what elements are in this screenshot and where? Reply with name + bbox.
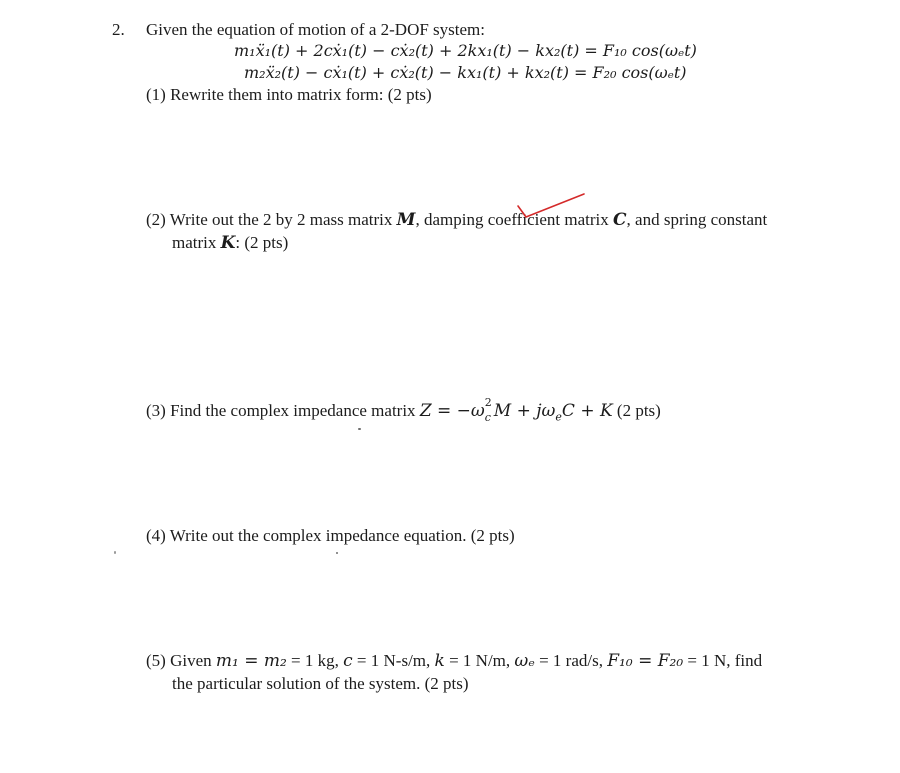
- force-equality: F₁₀ = F₂₀: [607, 651, 684, 671]
- part-4-question: (4) Write out the complex impedance equation. (2 pts): [146, 526, 515, 545]
- part-2-question-line-2: [172, 233, 288, 253]
- scan-speck: [114, 551, 116, 554]
- stiffness-symbol: k: [434, 651, 445, 671]
- problem-intro: Given the equation of motion of a 2-DOF system:: [146, 20, 486, 39]
- equation-2: m₂ẍ₂(t) − cẋ₁(t) + cẋ₂(t) − kx₁(t) + kx₂(t) = F₂₀ cos(ωₑt): [244, 63, 687, 82]
- frequency-symbol: ωₑ: [514, 651, 535, 671]
- part-5-text-a: (5) Given: [146, 651, 216, 670]
- part-5-text-kg: = 1 kg,: [286, 651, 344, 670]
- impedance-formula: [419, 396, 613, 424]
- mass-equality: m₁ = m₂: [215, 651, 287, 671]
- part-5-text-k: = 1 N/m,: [444, 651, 515, 670]
- equation-1: m₁ẍ₁(t) + 2cẋ₁(t) − cẋ₂(t) + 2kx₁(t) − kx₂(t) = F₁₀ cos(ωₑt): [234, 41, 697, 60]
- damping-matrix-symbol: C: [613, 210, 627, 230]
- part-5-question-line-1: [146, 651, 762, 671]
- part-5-text-f: = 1 N, find: [683, 651, 763, 670]
- scan-speck: [336, 552, 338, 554]
- impedance-formula-rhs: C + K: [561, 401, 613, 421]
- scan-speck: [358, 428, 361, 430]
- part-1-question: (1) Rewrite them into matrix form: (2 pts): [146, 85, 432, 104]
- part-2-text-d: , and spring constant: [626, 210, 768, 229]
- damping-symbol: c: [343, 651, 353, 671]
- problem-number: 2.: [112, 20, 125, 39]
- mass-matrix-symbol: M: [396, 210, 416, 230]
- part-3-question: [146, 396, 661, 427]
- part-5-text-c: = 1 N-s/m,: [352, 651, 435, 670]
- part-2-text-b: , damping: [415, 210, 488, 229]
- omega-subscript-e: e: [555, 410, 562, 424]
- part-2-text-a: (2) Write out the 2 by 2 mass matrix: [146, 210, 397, 229]
- impedance-formula-mid: M + jω: [493, 401, 556, 421]
- part-2-text-f: : (2 pts): [235, 233, 289, 252]
- part-5-question-line-2: the particular solution of the system. (2 pts): [172, 674, 469, 693]
- part-3-text: (3) Find the complex impedance matrix: [146, 401, 420, 420]
- omega-squared-superscript: 2: [484, 396, 492, 409]
- part-2-text-c: matrix: [560, 210, 613, 229]
- impedance-formula-lhs: Z = −ω: [419, 401, 485, 421]
- omega-subscript-c: c: [484, 411, 491, 424]
- part-3-points: (2 pts): [612, 401, 661, 420]
- part-2-question-line-1: [146, 210, 767, 230]
- part-2-text-e: matrix: [172, 233, 221, 252]
- part-5-text-w: = 1 rad/s,: [534, 651, 608, 670]
- stiffness-matrix-symbol: K: [220, 233, 236, 253]
- part-2-word-coefficient: coefficient: [487, 210, 561, 229]
